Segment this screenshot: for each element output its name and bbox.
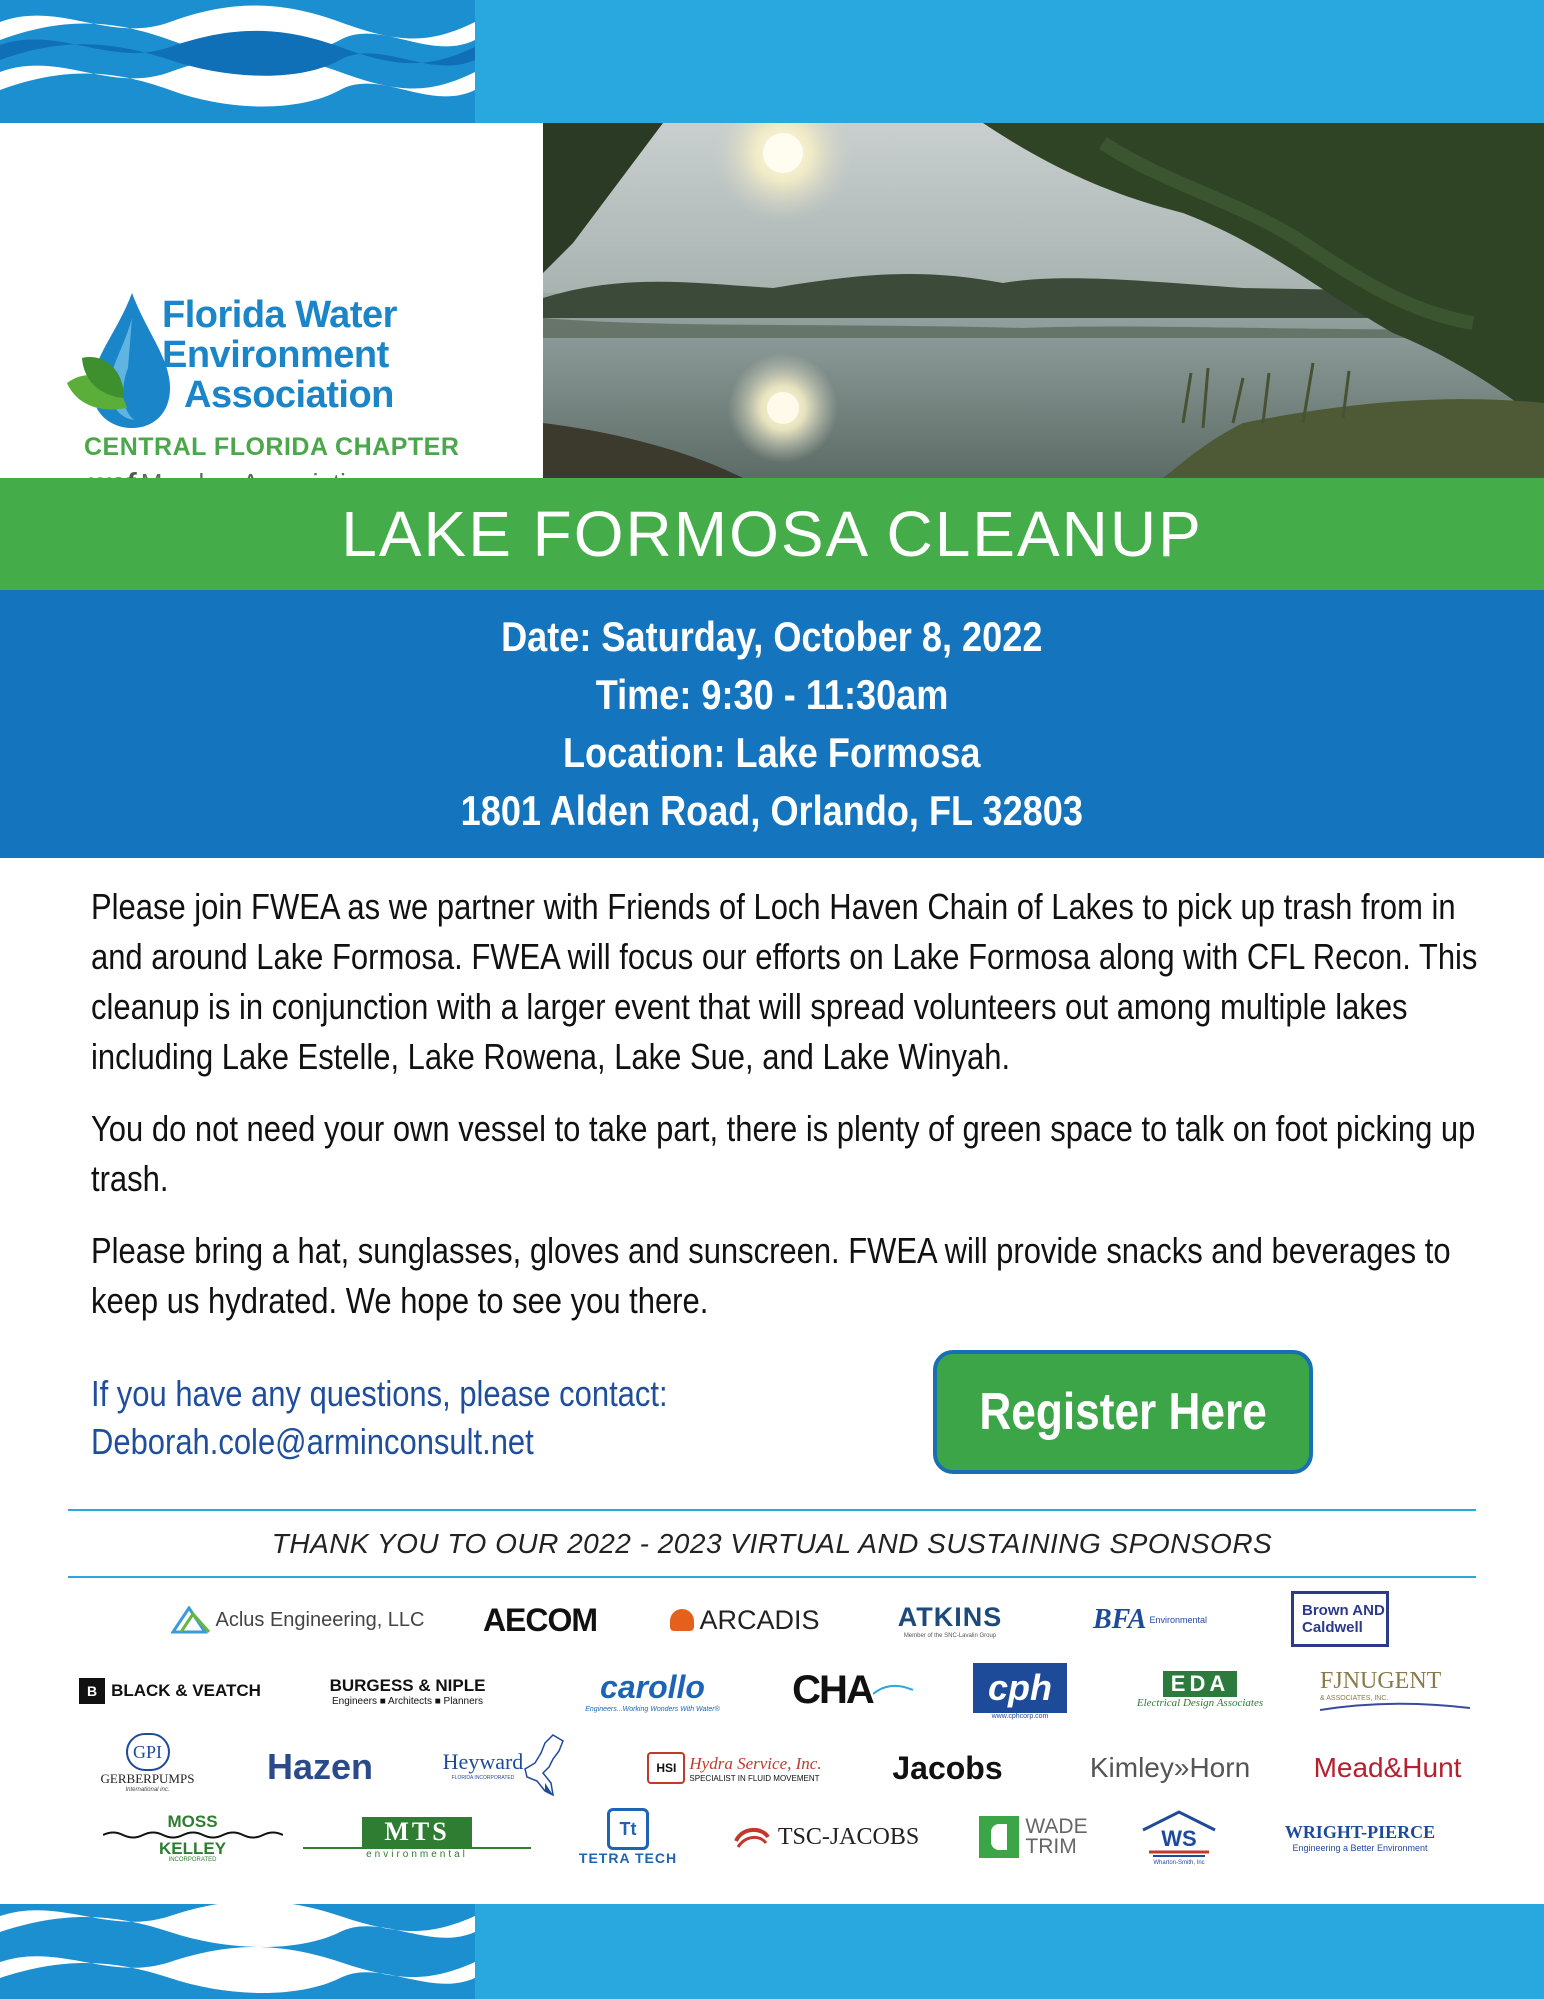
sponsor-fjnugent-logo: FJNUGENT & ASSOCIATES, INC. [1320,1662,1475,1718]
fwea-logo-panel [0,123,543,478]
event-date: Date: Saturday, October 8, 2022 [501,613,1043,660]
sponsor-wharton-smith-logo: WS Wharton-Smith, Inc [1136,1800,1222,1874]
contact-info [91,1370,811,1466]
sponsor-mead-hunt-logo: Mead&Hunt [1313,1752,1462,1783]
description-paragraph-1: Please join FWEA as we partner with Friends of Loch Haven Chain of Lakes to pick up trash from in and around Lake Formosa. FWEA will focus our efforts on Lake Formosa along with CFL Recon. This cleanup is in conjunction with a larger event that will spread volunteers out among multiple lakes including Lake Estelle, Lake Rowena, Lake Sue, and Lake Winyah. [91,886,1478,1077]
org-name-line3: Association [184,374,394,416]
sponsor-burgess-niple-logo: BURGESS & NIPLE Engineers ■ Architects ■ Planners [329,1675,486,1707]
wade-trim-icon [979,1816,1019,1858]
contact-prompt: If you have any questions, please contact: [91,1373,668,1414]
sponsor-arcadis-logo: ARCADIS [660,1600,830,1640]
wave-pattern-top [0,0,475,123]
description-paragraph-2: You do not need your own vessel to take part, there is plenty of green space to talk on foot picking up trash. [91,1108,1476,1199]
contact-email-link[interactable]: Deborah.cole@arminconsult.net [91,1421,534,1462]
sponsor-cha-logo: CHA [785,1666,920,1714]
top-wave-band [0,0,1544,123]
sponsor-tetra-tech-logo: Tt TETRA TECH [568,1806,688,1868]
sponsors-divider-bottom [68,1576,1476,1578]
sponsor-mts-logo: MTS environmental [302,1810,532,1866]
description-paragraph-3: Please bring a hat, sunglasses, gloves and sunscreen. FWEA will provide snacks and beverages to keep us hydrated. We hope to see you there. [91,1230,1451,1321]
water-drop-leaf-icon [62,288,172,438]
sponsor-aecom-logo: AECOM [482,1601,598,1638]
sponsor-hydra-service-logo: HSI Hydra Service, Inc. SPECIALIST IN FLUID MOVEMENT [632,1748,837,1788]
svg-text:WS: WS [1161,1826,1197,1851]
event-description [91,882,1491,1348]
lake-photo [543,123,1544,478]
sponsor-eda-logo: EDA Electrical Design Associates [1136,1671,1264,1709]
event-title: LAKE FORMOSA CLEANUP [341,498,1203,570]
event-title-band [0,478,1544,590]
event-location: Location: Lake Formosa [563,729,981,776]
wharton-smith-roof-icon [1139,1808,1219,1860]
sponsor-brown-caldwell-logo: Brown AND Caldwell [1291,1591,1389,1647]
sponsor-heyward-logo: Heyward FLORIDA INCORPORATED [430,1732,580,1798]
tsc-jacobs-swirl-icon [732,1821,772,1853]
sponsor-cph-logo: cph www.cphcorp.com [972,1659,1068,1723]
sponsor-gerber-pumps-logo: GPI GERBERPUMPS International inc. [85,1728,210,1798]
sponsor-atkins-logo: ATKINS Member of the SNC-Lavalin Group [897,1601,1003,1639]
bottom-wave-band [0,1904,1544,1999]
lake-sunrise-image [543,123,1544,478]
chapter-name: CENTRAL FLORIDA CHAPTER [84,433,460,461]
sponsor-kimley-horn-logo: Kimley»Horn [1089,1752,1251,1783]
register-button[interactable] [933,1350,1313,1474]
event-details-band [0,590,1544,858]
wave-pattern-bottom [0,1904,475,1999]
event-address: 1801 Alden Road, Orlando, FL 32803 [460,787,1084,834]
bv-icon: B [79,1678,105,1704]
org-name-line2: Environment [162,334,389,376]
sponsors-divider-top [68,1509,1476,1511]
sponsor-aclus-logo: Aclus Engineering, LLC [168,1600,428,1640]
us-east-coast-map-icon [523,1733,567,1797]
sponsor-moss-kelley-logo: MOSS KELLEY INCORPORATED [100,1810,285,1866]
sponsor-wade-trim-logo: WADE TRIM [976,1815,1091,1859]
sponsor-tsc-jacobs-logo: TSC-JACOBS [718,1817,933,1857]
sponsor-carollo-logo: carollo Engineers...Working Wonders With Water® [585,1669,720,1713]
fjnugent-swoosh-icon [1320,1702,1470,1712]
sponsors-heading: THANK YOU TO OUR 2022 - 2023 VIRTUAL AND SUSTAINING SPONSORS [271,1528,1273,1559]
org-name-line1: Florida Water [162,294,397,336]
cha-swoosh-icon [873,1680,913,1700]
arcadis-icon [670,1609,694,1631]
register-button-label: Register Here [979,1383,1267,1441]
sponsor-bfa-logo: BFA Environmental [1093,1604,1207,1635]
tetra-tech-icon: Tt [607,1808,649,1850]
aclus-triangle-icon [171,1606,211,1634]
sponsor-wright-pierce-logo: WRIGHT-PIERCE Engineering a Better Environment [1284,1821,1436,1853]
sponsor-black-veatch-logo: B BLACK & VEATCH [70,1671,270,1711]
event-time: Time: 9:30 - 11:30am [595,671,949,718]
sponsor-hazen-logo: Hazen [266,1746,374,1787]
sponsor-jacobs-logo: Jacobs [892,1749,1003,1786]
